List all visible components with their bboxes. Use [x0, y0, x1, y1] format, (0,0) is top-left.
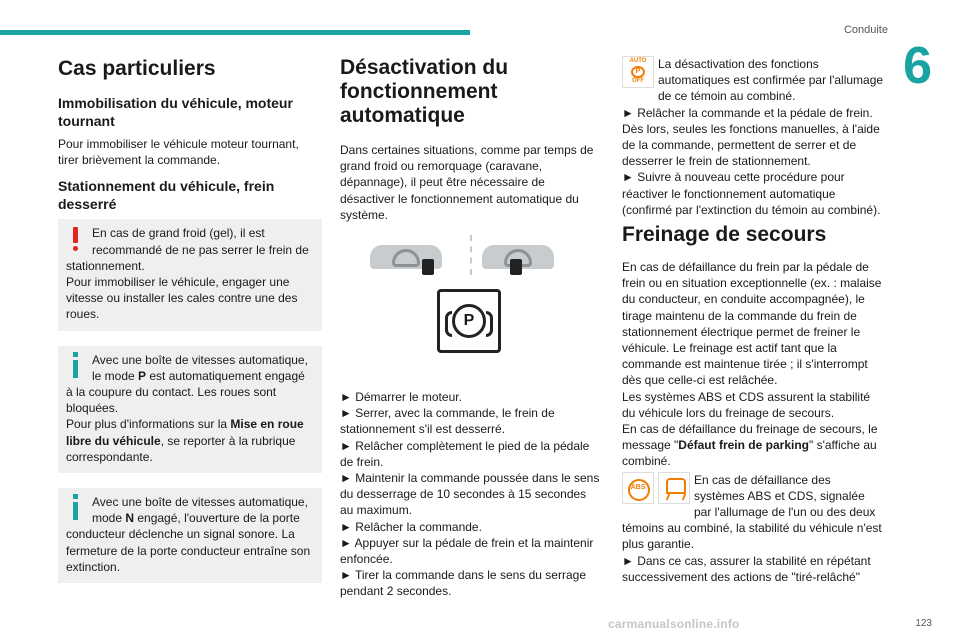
parking-brake-control-icon — [510, 259, 522, 275]
info-note-text: Avec une boîte de vitesses automatique, le mode P est automatiquement engagé à la coupure du contact. Les roues sont bloquées. Pour plus d'informations sur la Mise en roue libre du véhicule, se reporter à la rubrique correspondante. — [66, 352, 308, 464]
stability-control-warning-icon — [658, 472, 690, 504]
parking-brake-control-icon — [422, 259, 434, 275]
section-title-desactivation: Désactivation du fonctionnement automatique — [340, 56, 509, 127]
column-3 — [622, 56, 884, 585]
paragraph-immobilisation: Pour immobiliser le véhicule moteur tournant, tirer brièvement la commande. — [58, 137, 299, 168]
abs-warning-icon: ABS — [622, 472, 654, 504]
warning-icon — [66, 225, 86, 255]
abs-cds-text: En cas de défaillance des systèmes ABS et CDS, signalée par l'allumage de l'un ou des deux témoins au combiné, la stabilité du véhicule n'est plus garantie. ► Dans ce cas, assurer la stabilité en répétant successivement des actions de "tiré-relâché" — [622, 472, 882, 584]
watermark: carmanualsonline.info — [608, 617, 740, 631]
parking-brake-symbol-icon — [437, 289, 501, 353]
auto-off-confirmation — [622, 56, 884, 218]
section-name: Conduite — [843, 24, 888, 36]
page-number: 123 — [915, 618, 932, 629]
warning-note — [58, 219, 322, 330]
info-note-automatic-n — [58, 488, 322, 583]
column-1 — [58, 56, 322, 598]
parking-p-symbol: P — [452, 304, 486, 338]
chapter-number: 6 — [903, 37, 932, 95]
subsection-title-immobilisation: Immobilisation du véhicule, moteur tournant — [58, 95, 293, 129]
info-note-text: Avec une boîte de vitesses automatique, mode N engagé, l'ouverture de la porte conducteur déclenche un signal sonore. La fermeture de la porte conducteur entraîne son extinction. — [66, 495, 311, 574]
steering-wheel-icon — [392, 249, 420, 267]
parking-brake-illustration — [340, 233, 602, 375]
abs-cds-warning — [622, 472, 884, 585]
paragraph-desactivation-intro: Dans certaines situations, comme par temps de grand froid ou remorquage (caravane, dépannage), il peut être nécessaire de désactiver le fonctionnement automatique du système. — [340, 143, 594, 222]
auto-off-text: La désactivation des fonctions automatiques est confirmée par l'allumage de ce témoin au combiné. ► Relâcher la commande et la pédale de frein. Dès lors, seules les fonctions manuelles, à l'aide de la commande, permettent de serrer et de desserrer le frein de stationnement. ► Suivre à nouveau cette procédure pour réactiver le fonctionnement automatique (confirmé par l'extinction du témoin au combiné). — [622, 57, 884, 217]
subsection-title-stationnement: Stationnement du véhicule, frein desserré — [58, 178, 275, 212]
paragraph-freinage-secours: En cas de défaillance du frein par la pédale de frein ou en situation exceptionnelle (ex. : malaise du conducteur, en conduite accompagnée), le tirage maintenu de la commande du frein de stationnement électrique permet de freiner le véhicule. Le freinage est actif tant que la commande est maintenue tirée ; il s'interrompt dès que celle-ci est relâchée. Les systèmes ABS et CDS assurent la stabilité du véhicule lors du freinage de secours. En cas de défaillance du freinage de secours, le message "Défaut frein de parking" s'affiche au combiné. — [622, 260, 882, 469]
section-title-freinage-secours: Freinage de secours — [622, 223, 827, 247]
warning-note-text: En cas de grand froid (gel), il est recommandé de ne pas serrer le frein de stationnement. Pour immobiliser le véhicule, engager une vitesse ou installer les cales contre une des roues. — [66, 226, 309, 322]
auto-off-warning-icon: AUTO P OFF — [622, 56, 654, 88]
info-icon — [66, 494, 86, 524]
desactivation-steps: ► Démarrer le moteur. ► Serrer, avec la commande, le frein de stationnement s'il est desserré. ► Relâcher complètement le pied de la pédale de frein. ► Maintenir la commande poussée dans le sens du desserrage de 10 secondes à 15 secondes au maximum. ► Relâcher la commande. ► Appuyer sur la pédale de frein et la maintenir enfoncée. ► Tirer la commande dans le sens du serrage pendant 2 secondes. — [340, 390, 600, 599]
column-2 — [340, 56, 602, 600]
divider — [470, 235, 472, 275]
info-icon — [66, 352, 86, 382]
section-title-cas-particuliers: Cas particuliers — [58, 57, 216, 80]
header-accent-bar — [0, 30, 470, 35]
info-note-automatic-p — [58, 346, 322, 473]
